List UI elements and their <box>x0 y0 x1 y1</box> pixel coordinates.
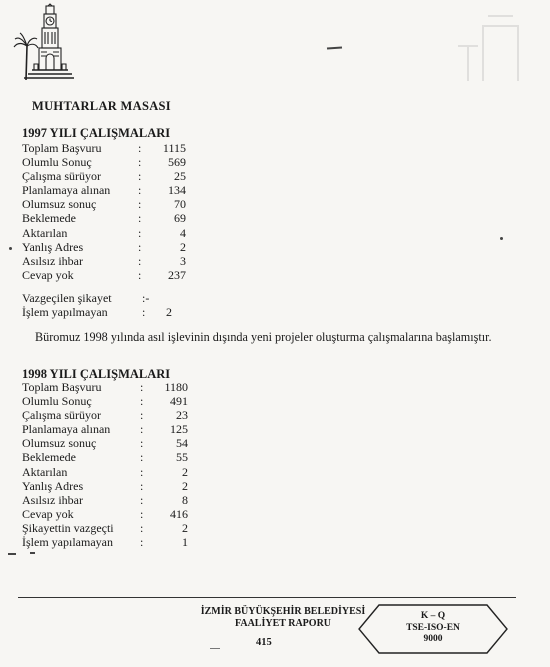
stat-value: 1115 <box>162 141 186 155</box>
stat-label: İşlem yapılmayan <box>22 305 108 320</box>
stat-separator: : <box>138 183 142 198</box>
stat-value: 55 <box>176 450 188 465</box>
stat-value: 2 <box>182 478 188 493</box>
stat-row <box>22 535 188 549</box>
stat-value: 69 <box>174 211 186 226</box>
stat-row <box>22 268 186 282</box>
stat-label: Aktarılan <box>22 464 68 479</box>
stats-1998-table <box>22 380 188 549</box>
stat-separator: : <box>138 169 142 184</box>
stat-row <box>22 197 186 211</box>
stat-value: 54 <box>176 436 188 451</box>
stat-separator: : <box>140 408 144 423</box>
stat-label: Olumlu Sonuç <box>22 155 92 170</box>
stat-value: 3 <box>180 253 186 268</box>
scan-mark <box>210 648 220 649</box>
stat-separator: : <box>140 535 144 550</box>
stat-row <box>22 226 186 240</box>
stat-value: 569 <box>168 155 186 170</box>
stat-separator: : <box>140 422 144 437</box>
stat-separator: : <box>138 155 142 170</box>
stat-separator: : <box>140 492 144 507</box>
stat-label: Yanlış Adres <box>22 478 84 493</box>
stat-value: 2 <box>180 239 186 254</box>
stat-row <box>22 183 186 197</box>
stat-label: Çalışma sürüyor <box>22 408 101 423</box>
stat-value: 2 <box>182 520 188 535</box>
stat-value <box>160 291 172 305</box>
stat-label: Şikayettin vazgeçti <box>22 520 114 535</box>
stat-row <box>22 422 188 436</box>
stat-row <box>22 155 186 169</box>
stat-row <box>22 380 188 394</box>
stat-separator: : <box>138 239 142 254</box>
scan-mark <box>30 552 35 554</box>
stat-separator: :- <box>142 291 150 305</box>
footer-divider <box>18 597 516 598</box>
cert-line-3: 9000 <box>423 634 443 644</box>
stat-value: 1180 <box>164 380 188 394</box>
stat-row <box>22 211 186 225</box>
stats-1997-table <box>22 141 186 282</box>
stats-1997-extra <box>22 291 172 319</box>
stat-row <box>22 240 186 254</box>
stat-separator: : <box>140 436 144 451</box>
footer-org-name: İZMİR BÜYÜKŞEHİR BELEDİYESİ <box>200 606 366 617</box>
page-number: 415 <box>256 637 272 648</box>
stat-row <box>22 479 188 493</box>
stat-row <box>22 305 172 319</box>
stat-value: 25 <box>174 169 186 184</box>
stat-label: Asılsız ihbar <box>22 492 83 507</box>
stat-label: İşlem yapılamayan <box>22 535 113 550</box>
stat-row <box>22 450 188 464</box>
stat-value: 237 <box>168 267 186 282</box>
stat-separator: : <box>142 305 146 320</box>
stat-label: Cevap yok <box>22 267 74 282</box>
stat-label: Çalışma sürüyor <box>22 169 101 184</box>
scan-mark <box>9 247 12 250</box>
stat-label: Beklemede <box>22 211 76 226</box>
stat-separator: : <box>140 380 144 394</box>
stat-value: 125 <box>170 422 188 437</box>
stat-label: Planlamaya alınan <box>22 183 111 198</box>
stat-separator: : <box>138 267 142 282</box>
section-title: MUHTARLAR MASASI <box>32 99 171 113</box>
stat-separator: : <box>140 506 144 521</box>
stat-row <box>22 493 188 507</box>
stat-separator: : <box>138 211 142 226</box>
certificate-label <box>357 611 509 646</box>
show-through-logo-icon <box>448 6 538 86</box>
stat-separator: : <box>138 253 142 268</box>
stat-row <box>22 507 188 521</box>
stat-label: Olumsuz sonuç <box>22 436 97 451</box>
stat-value: 2 <box>166 305 172 320</box>
year-1998-title: 1998 YILI ÇALIŞMALARI <box>22 367 171 381</box>
cert-line-2: TSE-ISO-EN <box>406 622 460 633</box>
stat-label: Aktarılan <box>22 225 68 240</box>
stat-separator: : <box>138 197 142 212</box>
stat-row <box>22 291 172 305</box>
body-paragraph: Büromuz 1998 yılında asıl işlevinin dışında yeni projeler oluşturma çalışmalarına başlamıştır. <box>35 330 492 344</box>
stat-label: Toplam Başvuru <box>22 141 102 155</box>
stat-row <box>22 521 188 535</box>
stat-label: Olumlu Sonuç <box>22 394 92 409</box>
stat-value: 8 <box>182 492 188 507</box>
year-1997-title: 1997 YILI ÇALIŞMALARI <box>22 126 171 140</box>
stat-label: Vazgeçilen şikayet <box>22 291 112 305</box>
stat-value: 134 <box>168 183 186 198</box>
stat-label: Beklemede <box>22 450 76 465</box>
stat-value: 23 <box>176 408 188 423</box>
stat-label: Asılsız ihbar <box>22 253 83 268</box>
stat-row <box>22 436 188 450</box>
stat-row <box>22 408 188 422</box>
scan-mark <box>500 237 503 240</box>
stat-label: Olumsuz sonuç <box>22 197 97 212</box>
stat-row <box>22 465 188 479</box>
stat-row <box>22 394 188 408</box>
stat-separator: : <box>140 450 144 465</box>
stat-label: Planlamaya alınan <box>22 422 111 437</box>
stat-label: Cevap yok <box>22 506 74 521</box>
stat-value: 491 <box>170 394 188 409</box>
scan-mark <box>8 553 16 555</box>
stat-separator: : <box>140 478 144 493</box>
clock-tower-logo-icon <box>12 2 74 82</box>
footer-report-name: FAALİYET RAPORU <box>234 618 332 629</box>
stat-value: 416 <box>170 506 188 521</box>
stat-row <box>22 141 186 155</box>
stat-label: Toplam Başvuru <box>22 380 102 394</box>
stat-separator: : <box>140 394 144 409</box>
cert-line-1: K – Q <box>420 611 446 621</box>
stat-row <box>22 254 186 268</box>
stat-separator: : <box>140 520 144 535</box>
stat-row <box>22 169 186 183</box>
stat-separator: : <box>138 225 142 240</box>
scan-mark <box>327 46 342 49</box>
stat-label: Yanlış Adres <box>22 239 84 254</box>
stat-value: 70 <box>174 197 186 212</box>
stat-value: 1 <box>182 535 188 550</box>
stat-value: 4 <box>180 225 186 240</box>
stat-value: 2 <box>182 464 188 479</box>
stat-separator: : <box>140 464 144 479</box>
stat-separator: : <box>138 141 142 155</box>
